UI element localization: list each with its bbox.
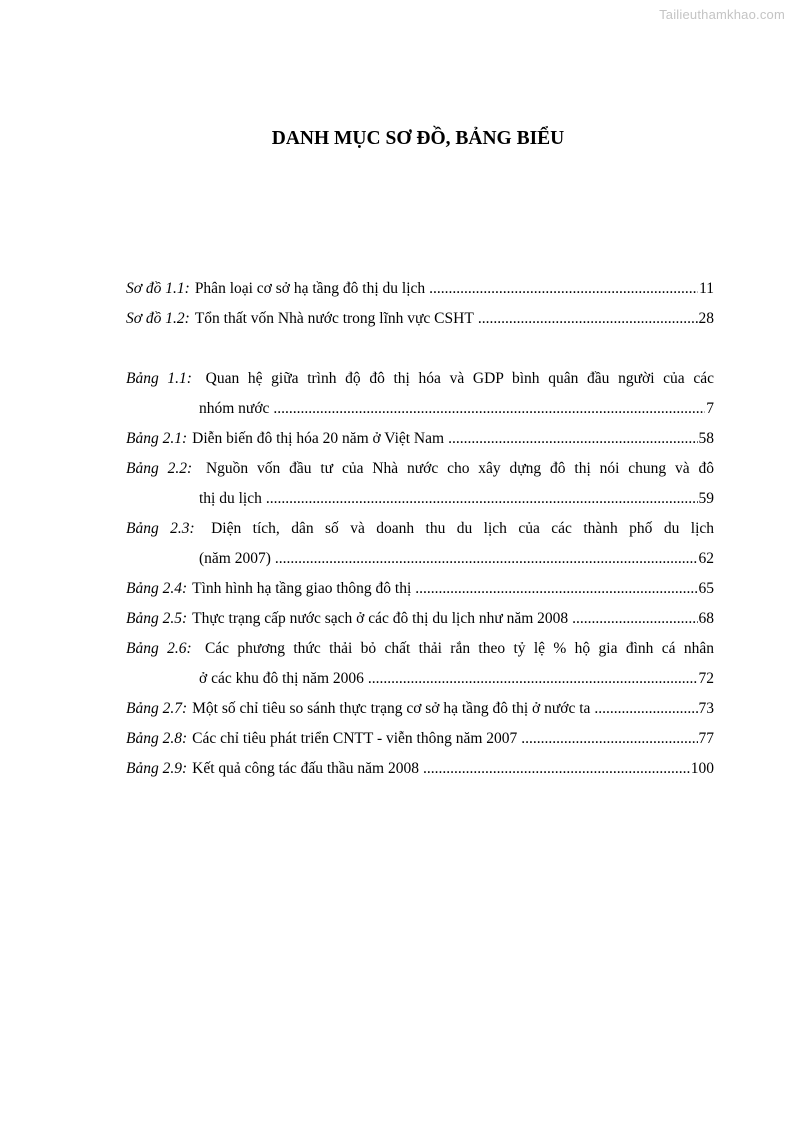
page-number: 58 — [698, 430, 714, 447]
toc-entry[interactable] — [126, 574, 714, 604]
entry-title: nhóm nước — [199, 400, 270, 417]
entry-title-line1: Diện tích, dân số và doanh thu du lịch của các thành phố du lịch — [211, 520, 714, 537]
entry-label: Sơ đồ 1.2: — [126, 310, 190, 327]
page-number: 72 — [698, 670, 714, 687]
entry-title-line1: Các phương thức thải bỏ chất thải rắn theo tỷ lệ % hộ gia đình cá nhân — [204, 640, 714, 657]
toc-entry[interactable] — [126, 424, 714, 454]
entry-label: Bảng 2.6: — [126, 640, 192, 657]
entry-title: Tình hình hạ tầng giao thông đô thị — [192, 580, 412, 597]
toc-entry[interactable] — [126, 694, 714, 724]
entry-label: Bảng 2.9: — [126, 760, 188, 777]
page-number: 68 — [698, 610, 714, 627]
entry-label: Bảng 2.2: — [126, 460, 193, 477]
page-number: 59 — [698, 490, 714, 507]
dot-leader — [423, 754, 690, 784]
entry-label: Bảng 2.7: — [126, 700, 188, 717]
entry-title: ở các khu đô thị năm 2006 — [199, 670, 364, 687]
toc-entry[interactable] — [126, 514, 714, 574]
dot-leader — [594, 694, 697, 724]
dot-leader — [368, 664, 698, 694]
dot-leader — [415, 574, 697, 604]
toc-entry[interactable] — [126, 604, 714, 634]
dot-leader — [521, 724, 697, 754]
dot-leader — [572, 604, 697, 634]
entry-title-line1: Quan hệ giữa trình độ đô thị hóa và GDP bình quân đầu người của các — [205, 370, 714, 387]
page-number: 62 — [698, 550, 714, 567]
entry-label: Bảng 2.8: — [126, 730, 188, 747]
entry-title: Diễn biến đô thị hóa 20 năm ở Việt Nam — [192, 430, 445, 447]
entry-label: Bảng 2.5: — [126, 610, 188, 627]
toc-entry[interactable] — [126, 364, 714, 424]
dot-leader — [478, 304, 698, 334]
page-number: 73 — [698, 700, 714, 717]
dot-leader — [429, 274, 698, 304]
entry-label: Bảng 2.3: — [126, 520, 195, 537]
toc-entry[interactable] — [126, 754, 714, 784]
dot-leader — [266, 484, 698, 514]
toc-entry[interactable] — [126, 634, 714, 694]
entry-label: Bảng 1.1: — [126, 370, 192, 387]
entry-title: thị du lịch — [199, 490, 262, 507]
page-number: 100 — [690, 760, 714, 777]
dot-leader — [275, 544, 698, 574]
toc-entry[interactable] — [126, 724, 714, 754]
entry-title: (năm 2007) — [199, 550, 271, 567]
table-list — [126, 364, 714, 784]
dot-leader — [273, 394, 705, 424]
dot-leader — [448, 424, 697, 454]
entry-title: Kết quả công tác đấu thầu năm 2008 — [192, 760, 419, 777]
page-title: DANH MỤC SƠ ĐỒ, BẢNG BIỂU — [271, 128, 565, 149]
entry-title: Thực trạng cấp nước sạch ở các đô thị du lịch như năm 2008 — [192, 610, 569, 627]
toc-entry[interactable] — [126, 274, 714, 304]
entry-title: Các chỉ tiêu phát triển CNTT - viễn thông năm 2007 — [192, 730, 518, 747]
entry-label: Bảng 2.1: — [126, 430, 188, 447]
page-number: 77 — [698, 730, 714, 747]
page-number: 7 — [706, 400, 714, 417]
entry-label: Bảng 2.4: — [126, 580, 188, 597]
toc-entry[interactable] — [126, 454, 714, 514]
entry-title-line1: Nguồn vốn đầu tư của Nhà nước cho xây dựng đô thị nói chung và đô — [205, 460, 714, 477]
page-number: 28 — [698, 310, 714, 327]
toc-entry[interactable] — [126, 304, 714, 334]
watermark-text: Tailieuthamkhao.com — [659, 7, 785, 22]
entry-title: Tổn thất vốn Nhà nước trong lĩnh vực CSHT — [194, 310, 474, 327]
page-number: 65 — [698, 580, 714, 597]
page-number: 11 — [699, 280, 714, 297]
entry-title: Phân loại cơ sở hạ tầng đô thị du lịch — [194, 280, 426, 297]
entry-title: Một số chỉ tiêu so sánh thực trạng cơ sở hạ tầng đô thị ở nước ta — [192, 700, 591, 717]
diagram-list — [126, 274, 714, 334]
entry-label: Sơ đồ 1.1: — [126, 280, 190, 297]
